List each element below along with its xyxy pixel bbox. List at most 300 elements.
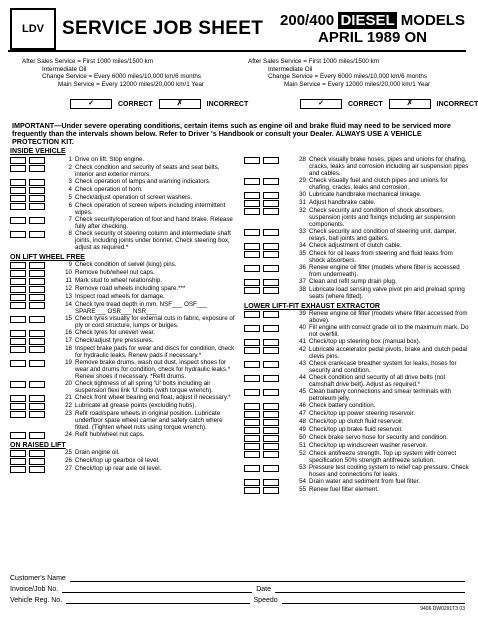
- item-text: Renew engine oil filter (models where filter is accessed from underneath).: [309, 264, 460, 278]
- item-text: Remove brake drums, wash out dust, inspect shoes for wear and drums for condition, check for hydraulic leaks.* Renew shoes if necessary. *Refit drums.: [75, 359, 231, 380]
- check-boxes[interactable]: [244, 338, 296, 346]
- item-text: Clean and refit sump drain plug.: [309, 278, 397, 285]
- item-text: Check security of steering column and intermediate shaft joints, including joints under bonnet. Check steering box, adjust as required.*: [75, 230, 231, 251]
- left-column: [10, 148, 235, 473]
- checkbox[interactable]: [263, 419, 279, 426]
- check-boxes[interactable]: [244, 450, 296, 464]
- item-number: 55: [299, 486, 306, 493]
- checkbox[interactable]: [10, 294, 26, 301]
- checkbox[interactable]: [10, 395, 26, 402]
- checkbox[interactable]: [29, 179, 45, 186]
- checkbox[interactable]: [244, 347, 260, 354]
- checklist-item: [244, 464, 469, 478]
- item-text: Lubricate handbrake mechanical linkage.: [309, 191, 422, 198]
- checklist-item: [10, 402, 235, 410]
- checkbox[interactable]: [10, 381, 26, 388]
- check-boxes[interactable]: [10, 337, 62, 345]
- check-boxes[interactable]: [244, 191, 296, 199]
- checklist-item: [10, 261, 235, 269]
- check-boxes[interactable]: [10, 293, 62, 301]
- checkbox[interactable]: [29, 432, 45, 439]
- check-boxes[interactable]: [244, 177, 296, 191]
- checkbox[interactable]: [10, 403, 26, 410]
- checkbox[interactable]: [263, 265, 279, 272]
- checkbox[interactable]: [244, 465, 260, 472]
- check-boxes[interactable]: [244, 199, 296, 207]
- check-icon: ✓: [300, 99, 342, 109]
- checklist-item: [10, 230, 235, 251]
- right-column: [244, 148, 469, 494]
- checklist-item: [244, 191, 469, 199]
- checklist-item: [10, 202, 235, 216]
- checklist-item: [10, 359, 235, 380]
- item-text: Check tyres for uneven wear.: [75, 329, 156, 336]
- checkbox[interactable]: [29, 294, 45, 301]
- checkbox[interactable]: [263, 157, 279, 164]
- item-number: 31: [299, 199, 306, 206]
- check-boxes[interactable]: [10, 329, 62, 337]
- customer-field[interactable]: [70, 575, 465, 582]
- checkbox[interactable]: [29, 217, 45, 224]
- checklist-item: [244, 207, 469, 228]
- checkbox[interactable]: [244, 451, 260, 458]
- checkbox[interactable]: [263, 243, 279, 250]
- check-boxes[interactable]: [244, 360, 296, 374]
- checkbox[interactable]: [244, 339, 260, 346]
- item-text: Check/top up gearbox oil level.: [75, 457, 160, 464]
- checkbox[interactable]: [10, 179, 26, 186]
- check-boxes[interactable]: [244, 442, 296, 450]
- checkbox[interactable]: [29, 395, 45, 402]
- checkbox[interactable]: [263, 487, 279, 494]
- item-number: 52: [299, 450, 306, 457]
- item-number: 6: [68, 202, 72, 209]
- item-number: 29: [299, 177, 306, 184]
- item-number: 12: [65, 285, 72, 292]
- checkbox[interactable]: [29, 165, 45, 172]
- checklist-item: [244, 374, 469, 388]
- check-boxes[interactable]: [10, 202, 62, 216]
- checkbox[interactable]: [29, 411, 45, 418]
- checkbox[interactable]: [29, 231, 45, 238]
- invoice-field[interactable]: [62, 586, 252, 593]
- checkbox[interactable]: [263, 325, 279, 332]
- item-number: 4: [68, 186, 72, 193]
- checklist-item: [10, 186, 235, 194]
- checkbox[interactable]: [29, 381, 45, 388]
- checkbox[interactable]: [244, 200, 260, 207]
- checkbox[interactable]: [10, 270, 26, 277]
- cross-icon: ✗: [389, 99, 431, 109]
- checkbox[interactable]: [10, 316, 26, 323]
- checkbox[interactable]: [244, 192, 260, 199]
- item-text: Lubricate load sensing valve pivot pin and preload spring seats (where fitted).: [309, 286, 465, 300]
- check-boxes[interactable]: [244, 324, 296, 338]
- item-text: Check operation of horn.: [75, 186, 143, 193]
- divider: [8, 50, 466, 52]
- checkbox[interactable]: [29, 403, 45, 410]
- checkbox[interactable]: [10, 360, 26, 367]
- checkbox[interactable]: [10, 262, 26, 269]
- checkbox[interactable]: [263, 479, 279, 486]
- checkbox[interactable]: [263, 375, 279, 382]
- item-number: 14: [65, 301, 72, 308]
- checkbox[interactable]: [263, 443, 279, 450]
- check-boxes[interactable]: [10, 194, 62, 202]
- check-boxes[interactable]: [10, 394, 62, 402]
- item-number: 34: [299, 242, 306, 249]
- checkbox[interactable]: [263, 287, 279, 294]
- checklist-item: [10, 277, 235, 285]
- item-number: 19: [65, 359, 72, 366]
- checkbox[interactable]: [263, 427, 279, 434]
- checkbox[interactable]: [244, 243, 260, 250]
- item-text: Check/top up rear axle oil level.: [75, 465, 162, 472]
- checkbox[interactable]: [29, 330, 45, 337]
- checkbox[interactable]: [10, 302, 26, 309]
- check-boxes[interactable]: [10, 269, 62, 277]
- checkbox[interactable]: [244, 435, 260, 442]
- checkbox[interactable]: [244, 443, 260, 450]
- checkbox[interactable]: [29, 270, 45, 277]
- item-number: 49: [299, 426, 306, 433]
- check-boxes[interactable]: [244, 228, 296, 242]
- checkbox[interactable]: [244, 265, 260, 272]
- checkbox[interactable]: [244, 403, 260, 410]
- item-number: 17: [65, 337, 72, 344]
- item-number: 37: [299, 278, 306, 285]
- check-boxes[interactable]: [244, 434, 296, 442]
- checklist-item: [244, 388, 469, 402]
- check-boxes[interactable]: [10, 186, 62, 194]
- checkbox[interactable]: [29, 195, 45, 202]
- checkbox[interactable]: [263, 339, 279, 346]
- checkbox[interactable]: [244, 157, 260, 164]
- item-text: Inspect road wheels for damage.: [75, 293, 165, 300]
- important-notice: IMPORTANT—Under severe operating conditions, certain items such as engine oil and brake fluid may need to be serviced more frequently than the intervals shown below. Refer to Driver 's Handbook or consult your Dealer. ALWAYS USE A VEHICLE PROTECTION KIT.: [12, 121, 451, 147]
- check-boxes[interactable]: [244, 310, 296, 324]
- checkbox[interactable]: [263, 200, 279, 207]
- check-boxes[interactable]: [10, 449, 62, 457]
- checkbox[interactable]: [10, 217, 26, 224]
- check-boxes[interactable]: [10, 230, 62, 251]
- item-text: Refit road/spare wheels in original position. Lubricate underfloor spare wheel carrier and safety catch where fitted. (Tighten wheel nuts using torque wrench).: [75, 410, 223, 431]
- item-text: Check tightness of all spring 'U' bolts including air suspension flexi link 'U' bolts (with torque wrench).: [75, 380, 213, 394]
- page-title: SERVICE JOB SHEET: [62, 18, 264, 39]
- check-boxes[interactable]: [244, 426, 296, 434]
- item-text: Check visually fuel and clutch pipes and unions for chafing, cracks, leaks and corrosion.: [309, 177, 448, 191]
- checklist-item: [10, 285, 235, 293]
- item-number: 38: [299, 286, 306, 293]
- checklist-item: [244, 360, 469, 374]
- item-number: 35: [299, 250, 306, 257]
- checkbox[interactable]: [244, 251, 260, 258]
- item-text: Check/top up power steering reservoir.: [309, 410, 415, 417]
- item-number: 7: [68, 216, 72, 223]
- item-number: 41: [299, 338, 306, 345]
- checkbox[interactable]: [263, 208, 279, 215]
- checkbox[interactable]: [29, 203, 45, 210]
- checkbox[interactable]: [244, 389, 260, 396]
- item-text: Check battery condition.: [309, 402, 376, 409]
- checklist-item: [244, 486, 469, 494]
- checkbox[interactable]: [10, 195, 26, 202]
- item-number: 10: [65, 269, 72, 276]
- checkbox[interactable]: [10, 286, 26, 293]
- check-boxes[interactable]: [10, 261, 62, 269]
- checkbox[interactable]: [29, 338, 45, 345]
- item-text: Pressure test cooling system to relief cap pressure. Check hoses and connections for leaks.: [309, 464, 469, 478]
- item-number: 9: [68, 261, 72, 268]
- check-boxes[interactable]: [10, 285, 62, 293]
- section-inside-vehicle: INSIDE VEHICLE: [10, 148, 66, 155]
- check-boxes[interactable]: [244, 374, 296, 388]
- checkbox[interactable]: [263, 411, 279, 418]
- checkbox[interactable]: [244, 178, 260, 185]
- checkbox[interactable]: [29, 187, 45, 194]
- item-number: 24: [65, 431, 72, 438]
- section-lower-lift: LOWER LIFT-FIT EXHAUST EXTRACTOR: [244, 303, 380, 310]
- checklist-item: [244, 156, 469, 177]
- checkbox[interactable]: [10, 458, 26, 465]
- checkbox[interactable]: [244, 375, 260, 382]
- checklist-item: [244, 199, 469, 207]
- checkbox[interactable]: [263, 403, 279, 410]
- checkbox[interactable]: [10, 203, 26, 210]
- checkbox[interactable]: [244, 325, 260, 332]
- checkbox[interactable]: [10, 157, 26, 164]
- item-number: 40: [299, 324, 306, 331]
- checklist-item: [244, 402, 469, 410]
- checkbox[interactable]: [29, 458, 45, 465]
- item-text: Check operation of screen wipers including intermittent wipes.: [75, 202, 226, 216]
- item-number: 43: [299, 360, 306, 367]
- item-text: Refit hub/wheel nut caps.: [75, 431, 145, 438]
- checkbox[interactable]: [10, 165, 26, 172]
- item-number: 33: [299, 228, 306, 235]
- item-number: 11: [65, 277, 72, 284]
- check-boxes[interactable]: [10, 301, 62, 315]
- check-boxes[interactable]: [244, 478, 296, 486]
- checkbox[interactable]: [29, 278, 45, 285]
- checklist-item: [244, 442, 469, 450]
- checkbox[interactable]: [244, 487, 260, 494]
- item-text: Check condition and security of seats and seat belts, interior and exterior mirrors.: [75, 164, 220, 178]
- item-text: Check/top up steering box (manual box).: [309, 338, 421, 345]
- checklist-item: [10, 431, 235, 439]
- speedo-field[interactable]: [282, 597, 465, 604]
- checklist-item: [10, 315, 235, 329]
- checkbox[interactable]: [10, 411, 26, 418]
- check-boxes[interactable]: [244, 156, 296, 177]
- model-heading: 200/400 DIESEL MODELS APRIL 1989 ON: [280, 12, 465, 46]
- check-boxes[interactable]: [10, 216, 62, 230]
- checkbox[interactable]: [244, 361, 260, 368]
- footer: [10, 575, 465, 612]
- checkbox[interactable]: [10, 466, 26, 473]
- checklist-item: [10, 337, 235, 345]
- checkbox[interactable]: [10, 278, 26, 285]
- checkbox[interactable]: [263, 229, 279, 236]
- checklist-item: [244, 278, 469, 286]
- item-number: 53: [299, 464, 306, 471]
- item-text: Remove road wheels including spare.***: [75, 285, 186, 292]
- checklist-item: [244, 434, 469, 442]
- date-field[interactable]: [275, 586, 465, 593]
- check-boxes[interactable]: [244, 410, 296, 418]
- item-text: Remove hub/wheel nut caps.: [75, 269, 155, 276]
- checklist-item: [10, 449, 235, 457]
- checkbox[interactable]: [29, 157, 45, 164]
- check-boxes[interactable]: [244, 250, 296, 264]
- date-label: Date: [256, 586, 272, 593]
- checkbox[interactable]: [263, 347, 279, 354]
- check-boxes[interactable]: [244, 418, 296, 426]
- checkbox[interactable]: [263, 451, 279, 458]
- item-number: 26: [65, 457, 72, 464]
- check-boxes[interactable]: [244, 402, 296, 410]
- item-text: Inspect brake pads for wear and discs for condition, check for hydraulic leaks. Renew pads if necessary.*: [75, 345, 235, 359]
- checklist-item: [10, 457, 235, 465]
- check-boxes[interactable]: [244, 264, 296, 278]
- checkbox[interactable]: [244, 411, 260, 418]
- speedo-label: Speedo: [253, 597, 278, 604]
- checkbox[interactable]: [244, 427, 260, 434]
- checklist-item: [10, 394, 235, 402]
- item-number: 22: [65, 402, 72, 409]
- item-text: Check/top up brake fluid reservoir.: [309, 426, 403, 433]
- checkbox[interactable]: [244, 287, 260, 294]
- check-boxes[interactable]: [244, 286, 296, 300]
- checkbox[interactable]: [29, 286, 45, 293]
- checkbox[interactable]: [263, 178, 279, 185]
- checkbox[interactable]: [29, 466, 45, 473]
- legend-right: ✓ CORRECT ✗ INCORRECT: [300, 99, 478, 109]
- item-number: 2: [68, 164, 72, 171]
- checklist-item: [10, 178, 235, 186]
- service-intervals-right: After Sales Service = First 1000 miles/1500 km Intermediate Oil Change Service = Every 6000 miles/10,000 km/6 months Main Service = Every 12000 miles/20,000 km/1 Year: [248, 58, 431, 88]
- checkbox[interactable]: [263, 361, 279, 368]
- check-boxes[interactable]: [10, 457, 62, 465]
- check-boxes[interactable]: [10, 431, 62, 439]
- checkbox[interactable]: [29, 262, 45, 269]
- check-boxes[interactable]: [10, 156, 62, 164]
- checkbox[interactable]: [263, 435, 279, 442]
- checkbox[interactable]: [10, 432, 26, 439]
- item-text: Check/adjust operation of screen washers.: [75, 194, 192, 201]
- item-number: 23: [65, 410, 72, 417]
- checklist-item: [244, 310, 469, 324]
- checkbox[interactable]: [10, 346, 26, 353]
- checkbox[interactable]: [263, 389, 279, 396]
- checkbox[interactable]: [29, 450, 45, 457]
- item-number: 45: [299, 388, 306, 395]
- item-text: Check security and condition of steering unit, damper, relays, ball joints and gaiters.: [309, 228, 457, 242]
- check-icon: ✓: [70, 99, 112, 109]
- checkbox[interactable]: [263, 251, 279, 258]
- checklist-item: [244, 286, 469, 300]
- check-boxes[interactable]: [244, 278, 296, 286]
- check-boxes[interactable]: [244, 464, 296, 478]
- check-boxes[interactable]: [10, 410, 62, 431]
- checkbox[interactable]: [244, 279, 260, 286]
- check-boxes[interactable]: [244, 207, 296, 228]
- item-number: 39: [299, 310, 306, 317]
- check-boxes[interactable]: [10, 178, 62, 186]
- check-boxes[interactable]: [10, 345, 62, 359]
- checkbox[interactable]: [244, 419, 260, 426]
- check-boxes[interactable]: [10, 465, 62, 473]
- checkbox[interactable]: [10, 231, 26, 238]
- checkbox[interactable]: [29, 316, 45, 323]
- item-number: 30: [299, 191, 306, 198]
- checkbox[interactable]: [263, 465, 279, 472]
- checkbox[interactable]: [263, 192, 279, 199]
- item-number: 48: [299, 418, 306, 425]
- section-raised-lift: ON RAISED LIFT: [10, 442, 66, 449]
- checklist-item: [244, 177, 469, 191]
- check-boxes[interactable]: [10, 315, 62, 329]
- item-number: 44: [299, 374, 306, 381]
- check-boxes[interactable]: [10, 277, 62, 285]
- check-boxes[interactable]: [244, 346, 296, 360]
- check-boxes[interactable]: [10, 402, 62, 410]
- check-boxes[interactable]: [10, 359, 62, 380]
- check-boxes[interactable]: [244, 486, 296, 494]
- service-intervals-left: After Sales Service = First 1000 miles/1500 km Intermediate Oil Change Service = Every 6000 miles/10,000 km/6 months Main Service = Every 12000 miles/20,000 km/1 Year: [22, 58, 205, 88]
- checklist-item: [10, 410, 235, 431]
- checkbox[interactable]: [29, 302, 45, 309]
- checkbox[interactable]: [10, 330, 26, 337]
- item-number: 5: [68, 194, 72, 201]
- reg-field[interactable]: [66, 597, 249, 604]
- item-text: Check security and condition of shock absorbers, suspension joints and fixings including air suspension components.: [309, 207, 456, 228]
- check-boxes[interactable]: [10, 380, 62, 394]
- item-number: 8: [68, 230, 72, 237]
- customer-label: Customer's Name: [10, 575, 66, 582]
- check-boxes[interactable]: [244, 388, 296, 402]
- checkbox[interactable]: [263, 279, 279, 286]
- item-number: 1: [68, 156, 72, 163]
- item-number: 51: [299, 442, 306, 449]
- item-number: 27: [65, 465, 72, 472]
- item-number: 16: [65, 329, 72, 336]
- checkbox[interactable]: [29, 346, 45, 353]
- check-boxes[interactable]: [10, 164, 62, 178]
- checkbox[interactable]: [244, 311, 260, 318]
- item-number: 3: [68, 178, 72, 185]
- checkbox[interactable]: [263, 311, 279, 318]
- checklist-item: [10, 216, 235, 230]
- checkbox[interactable]: [10, 450, 26, 457]
- checklist-item: [244, 426, 469, 434]
- checkbox[interactable]: [244, 208, 260, 215]
- item-text: Renew engine oil filter (models where filter accessed from above).: [309, 310, 468, 324]
- checkbox[interactable]: [244, 229, 260, 236]
- checkbox[interactable]: [29, 360, 45, 367]
- checkbox[interactable]: [10, 338, 26, 345]
- item-number: 20: [65, 380, 72, 387]
- checklist-item: [244, 264, 469, 278]
- check-boxes[interactable]: [244, 242, 296, 250]
- checklist-item: [10, 293, 235, 301]
- item-text: Fill engine with correct grade oil to the maximum mark. Do not overfill.: [309, 324, 469, 338]
- checklist-item: [244, 410, 469, 418]
- checklist-item: [244, 450, 469, 464]
- checklist-item: [10, 269, 235, 277]
- checkbox[interactable]: [10, 187, 26, 194]
- checkbox[interactable]: [244, 479, 260, 486]
